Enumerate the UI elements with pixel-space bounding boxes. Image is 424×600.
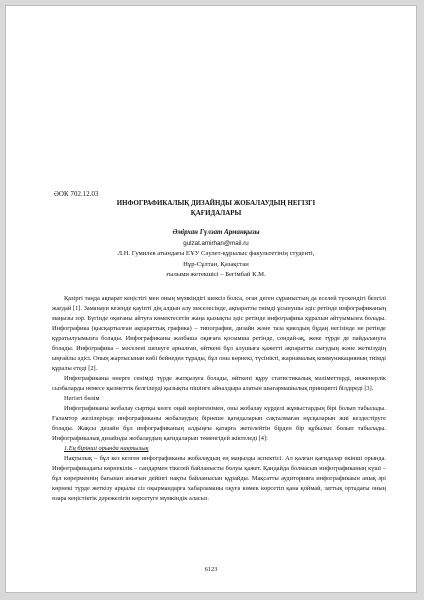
subsection-heading: 1.Ең бірінші орында нақтылық xyxy=(64,445,149,452)
udc-code: ӘОК 702.12.03 xyxy=(54,191,99,198)
page-number: 6123 xyxy=(204,566,218,573)
author-email: gulzat.amirhan@mail.ru xyxy=(183,239,249,247)
article-body xyxy=(52,294,386,504)
author-supervisor: ғылыми жетекшісі – Бегімбай К.М. xyxy=(166,271,266,278)
body-paragraph: Нақтылық – бұл кез келген инфографиканы жобалаудың ең маңызды аспектісі. Ал қалған қағидалар екінші орында. Инфографикадағы көрнекілік – сандармен тікелей байланысты болуы қажет. Қандайда болмасын инфографиканың күші – бұл көрерменнің бағынан анығын дейінгі нақты байланысын құрайды. Мақсатты аудиторияға инфографикаын анық әрі көрнекі түрде жеткізу арқылы сіз оқырмандарға хабарламаны оқуға көмек көрсетіп қана қоймай, заттық ортадағы оның өзара кеңістіктік дәрежелігін көрсетуге мүмкіндік аласыз. xyxy=(52,455,386,502)
author-affiliation: Л.Н. Гумилев атындағы ЕҰУ Сәулет-құрылыс факультетінің студенті, xyxy=(117,250,315,257)
document-page xyxy=(5,5,417,593)
body-paragraph: Инфографиканы жобалау сыртқы көзге оңай көрінгенімен, оны жобалау күрделі жұмыстардың бірі болып табылады. Ғаламтор желілерінде инфографиканы жобалаудың бірнеше қағидаларын сақталмаған нұсқаларын жиі кездестіруге болады. Жақсы дизайн бұл инфографиканың алдыңғы қатарға жетелейтін бірден бір құбылыс болып табылады. Инфографикалық дизайнды жобалаудың қағидаларын төменгідей жіктеледі [4]: xyxy=(52,405,386,442)
author-location: Нұр-Сұлтан, Қазақстан xyxy=(183,260,249,268)
author-name: Әмірхан Гүлзат Арманқызы xyxy=(172,229,260,236)
author-block xyxy=(66,228,366,281)
body-paragraph: Қазіргі таңда ақпарат кеңістігі мен оның мүмкіндігі шексіз болса, оған деген сұраныстың да еселей түскендігі белгілі жағдай [1]. Заманауи кезеңде қауіпті дің алдын алу мәселесінде, ақпаратты тиімді ұсынушы әдіс ретінде инфографиканың маңызы зор. Бүгінде оқиғаны айтуға көмектесетін жаңа қызықты әдіс ретінде инфографика құралын айтуымызға болады. Инфографика (қысқартылған ақпараттық графика) – типография, дизайн және таза қиялдың бұдаң негізінде не ретінде құратылуымызға болады. Инфографиканы жазбаша оқиғаға қосымша ретінде, сондай-ақ, жеке түрде де пайдалануға болады. Инфографика – мәселені шешуге арналған, өйткені бұл алушыға қажетті ақпаратты сығудың және жеткізудің ыңғайлы әдісі. Оның жартысынан көбі бейнеден тұрады, бұл оны көрнекі, түсінікті, жарнамалық коммуникацияның тиімді құралы етеді [2]. xyxy=(52,295,386,372)
title-line: ҚАҒИДАЛАРЫ xyxy=(190,210,242,217)
article-title xyxy=(66,199,366,219)
body-paragraph: Инфографиканы өнерге сенімді түрде жатқызуға болады, өйткені құру статистикалық мәліметтерді, инженерлік сызбаларды немесе қызметтік белгілерді қызықты пішінге айналдыра алатын шығармашылық принципті білдіреді [3]. xyxy=(52,375,386,392)
title-line: ИНФОГРАФИКАЛЫҚ ДИЗАЙНДЫ ЖОБАЛАУДЫҢ НЕГІЗГІ xyxy=(116,200,316,207)
section-heading: Негізгі бөлім xyxy=(64,395,100,402)
